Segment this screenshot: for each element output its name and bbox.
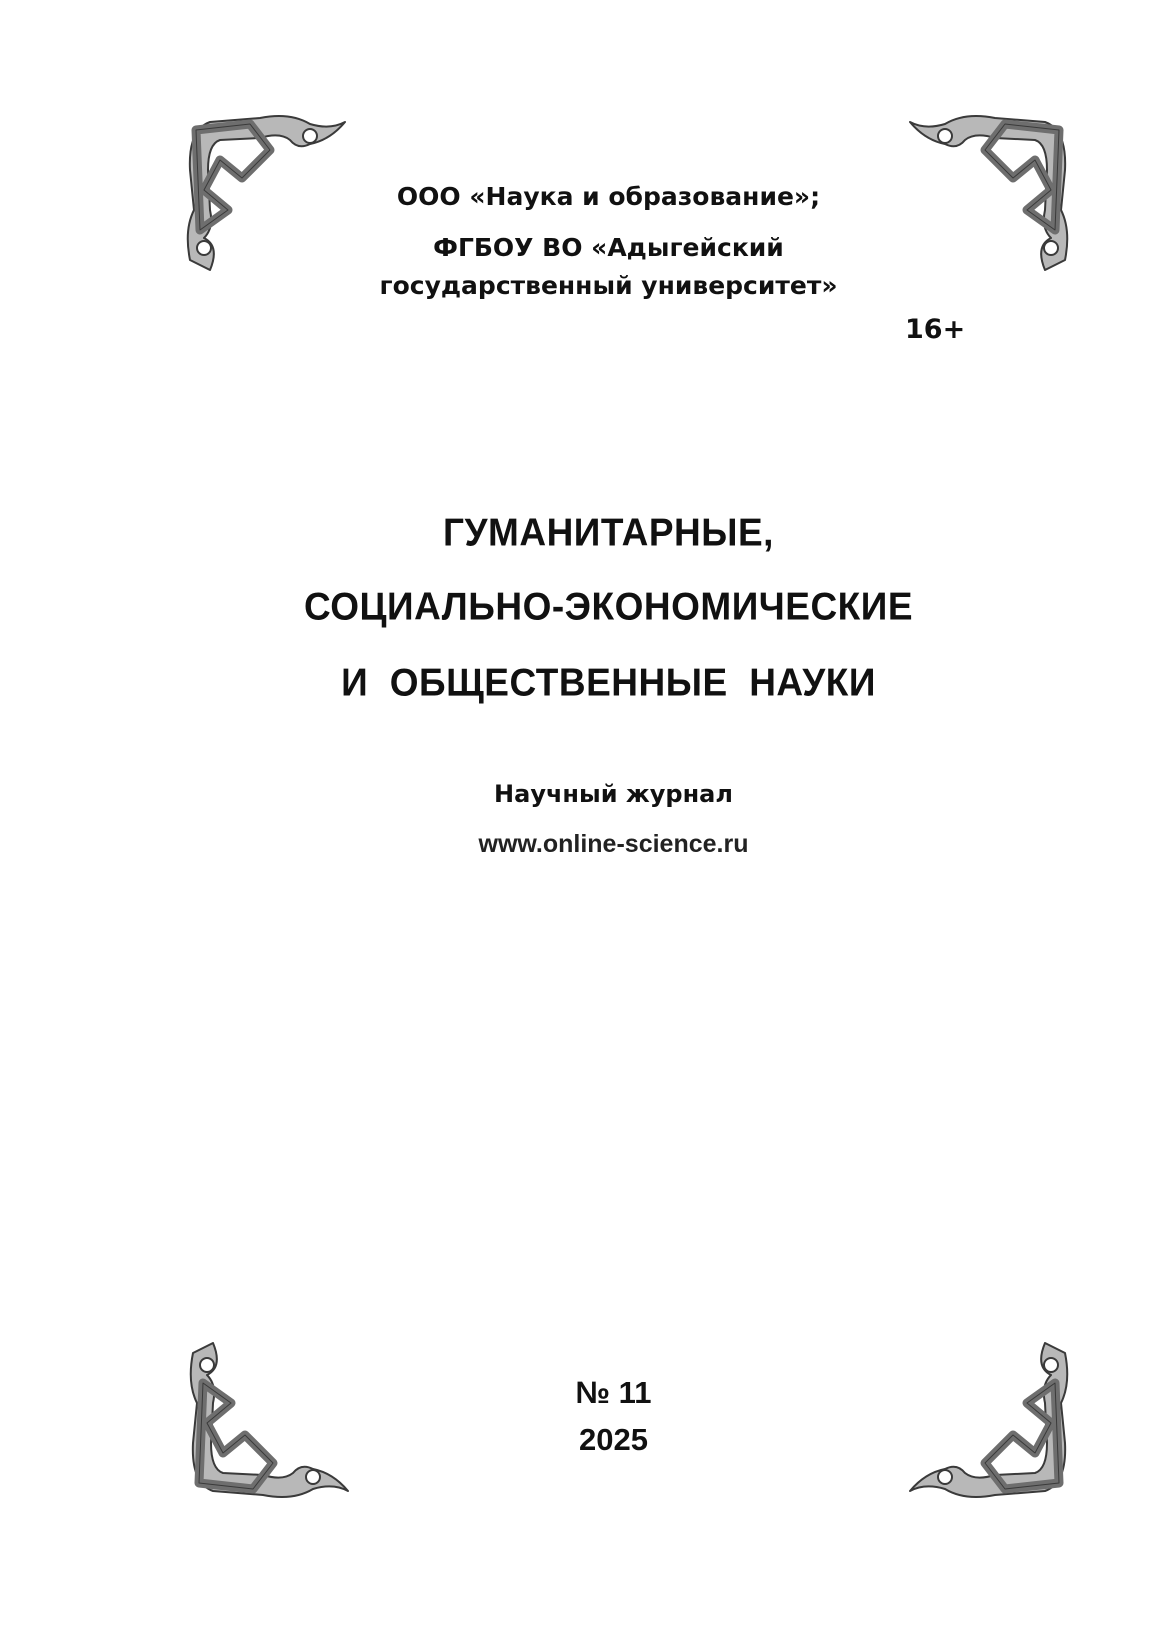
journal-title-line-3: И ОБЩЕСТВЕННЫЕ НАУКИ: [341, 660, 876, 704]
publisher-line-2: ФГБОУ ВО «Адыгейский: [433, 233, 784, 262]
age-rating-badge: 16+: [905, 314, 966, 345]
corner-ornament-bottom-left-icon: [183, 1333, 353, 1503]
publication-type: Научный журнал: [494, 780, 733, 808]
publisher-line-1: ООО «Наука и образование»;: [396, 182, 821, 211]
issue-year: 2025: [579, 1422, 648, 1457]
journal-website: www.online-science.ru: [478, 830, 749, 858]
issue-number: № 11: [575, 1375, 652, 1410]
journal-title-line-2: СОЦИАЛЬНО-ЭКОНОМИЧЕСКИЕ: [303, 584, 914, 628]
publisher-line-3: государственный университет»: [379, 271, 838, 300]
journal-title-line-1: ГУМАНИТАРНЫЕ,: [443, 510, 774, 554]
corner-ornament-bottom-right-icon: [905, 1333, 1075, 1503]
